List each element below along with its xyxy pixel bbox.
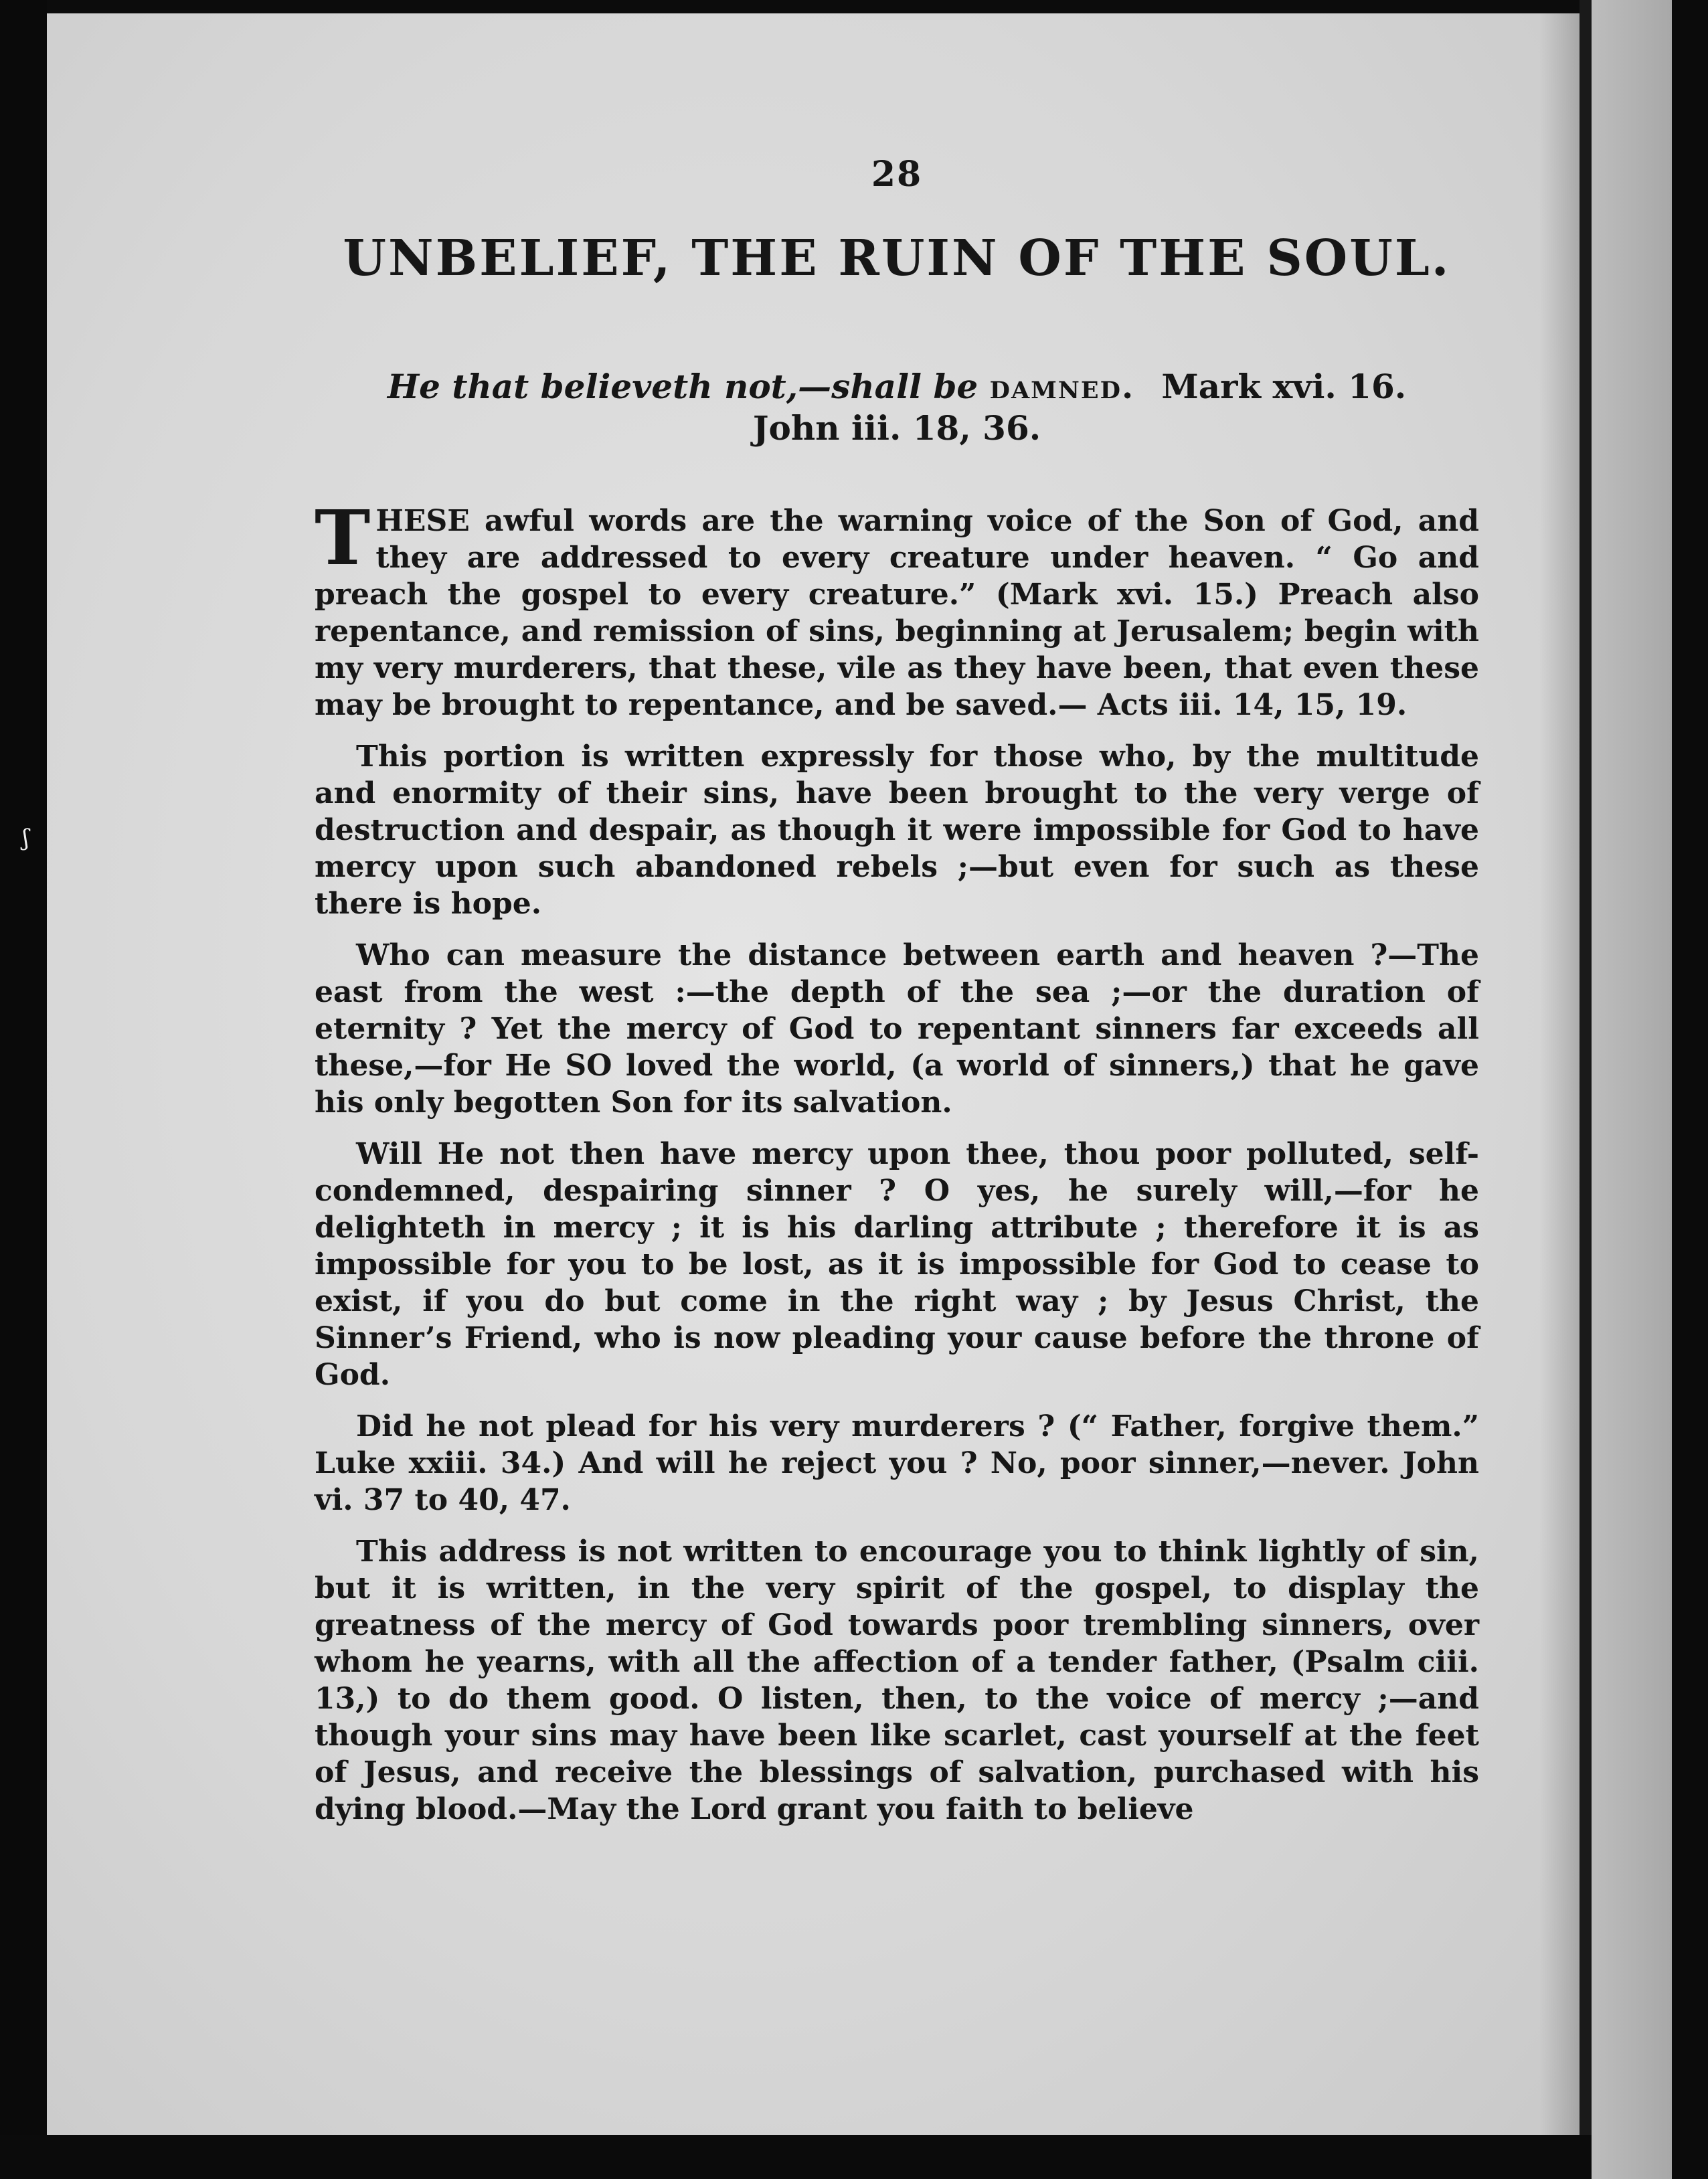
page-gutter-shadow (1539, 13, 1579, 2135)
paragraph-5: Did he not plead for his very murderers ? (“ Father, forgive them.” Luke xxiii. 34.) And will he reject you ? No, poor sinner,—never. John vi. 37 to 40, 47. (315, 1409, 1479, 1517)
paragraph-1 (315, 495, 1479, 723)
epigraph-quote: He that believeth not,—shall be (387, 367, 978, 406)
page-content (315, 134, 1479, 1828)
page-title: UNBELIEF, THE RUIN OF THE SOUL. (343, 230, 1451, 287)
adjacent-page-edge (1592, 0, 1672, 2179)
page-number: 28 (871, 154, 923, 195)
drop-cap: T (315, 495, 371, 582)
paragraph-1-text: HESE awful words are the warning voice of the Son of God, and they are addressed to every creature under heaven. “ Go and preach the gospel to every creature.” (Mark xvi. 15.) Preach also repentance, and remission of sins, beginning at Jerusalem; begin with my very murderers, that these, vile as they have been, that even these may be brought to repentance, and be saved.— Acts iii. 14, 15, 19. (315, 504, 1479, 722)
scan-border-bottom (0, 2135, 1592, 2179)
epigraph-reference-1: Mark xvi. 16. (1161, 367, 1407, 406)
body-text (315, 495, 1479, 1828)
paragraph-4: Will He not then have mercy upon thee, thou poor polluted, self-condemned, despairing sinner ? O yes, he surely will,—for he delighteth in mercy ; it is his darling attribute ; therefore it is as impossible for you to be lost, as it is impossible for God to cease to exist, if you do but come in the right way ; by Jesus Christ, the Sinner’s Friend, who is now pleading your cause before the throne of God. (315, 1137, 1479, 1392)
page-binding-edge (1579, 0, 1592, 2179)
margin-mark: ʃ (23, 824, 29, 851)
paragraph-6: This address is not written to encourage you to think lightly of sin, but it is written, in the very spirit of the gospel, to display the greatness of the mercy of God towards poor trembling sinners, over whom he yearns, with all the affection of a tender father, (Psalm ciii. 13,) to do them good. O listen, then, to the voice of mercy ;—and though your sins may have been like scarlet, cast yourself at the feet of Jesus, and receive the blessings of salvation, purchased with his dying blood.—May the Lord grant you faith to believe (315, 1535, 1479, 1826)
book-page (47, 13, 1579, 2135)
paragraph-3: Who can measure the distance between earth and heaven ?—The east from the west :—the depth of the sea ;—or the duration of eternity ? Yet the mercy of God to repentant sinners far exceeds all these,—for He SO loved the world, (a world of sinners,) that he gave his only begotten Son for its salvation. (315, 938, 1479, 1120)
paragraph-2: This portion is written expressly for those who, by the multitude and enormity of their sins, have been brought to the very verge of destruction and despair, as though it were impossible for God to have mercy upon such abandoned rebels ;—but even for such as these there is hope. (315, 739, 1479, 921)
epigraph-quote-caps: damned. (989, 367, 1135, 406)
epigraph-reference-2: John iii. 18, 36. (752, 408, 1041, 448)
epigraph (315, 366, 1479, 449)
scan-border-right (1672, 0, 1708, 2179)
scan-border-left (0, 0, 47, 2179)
